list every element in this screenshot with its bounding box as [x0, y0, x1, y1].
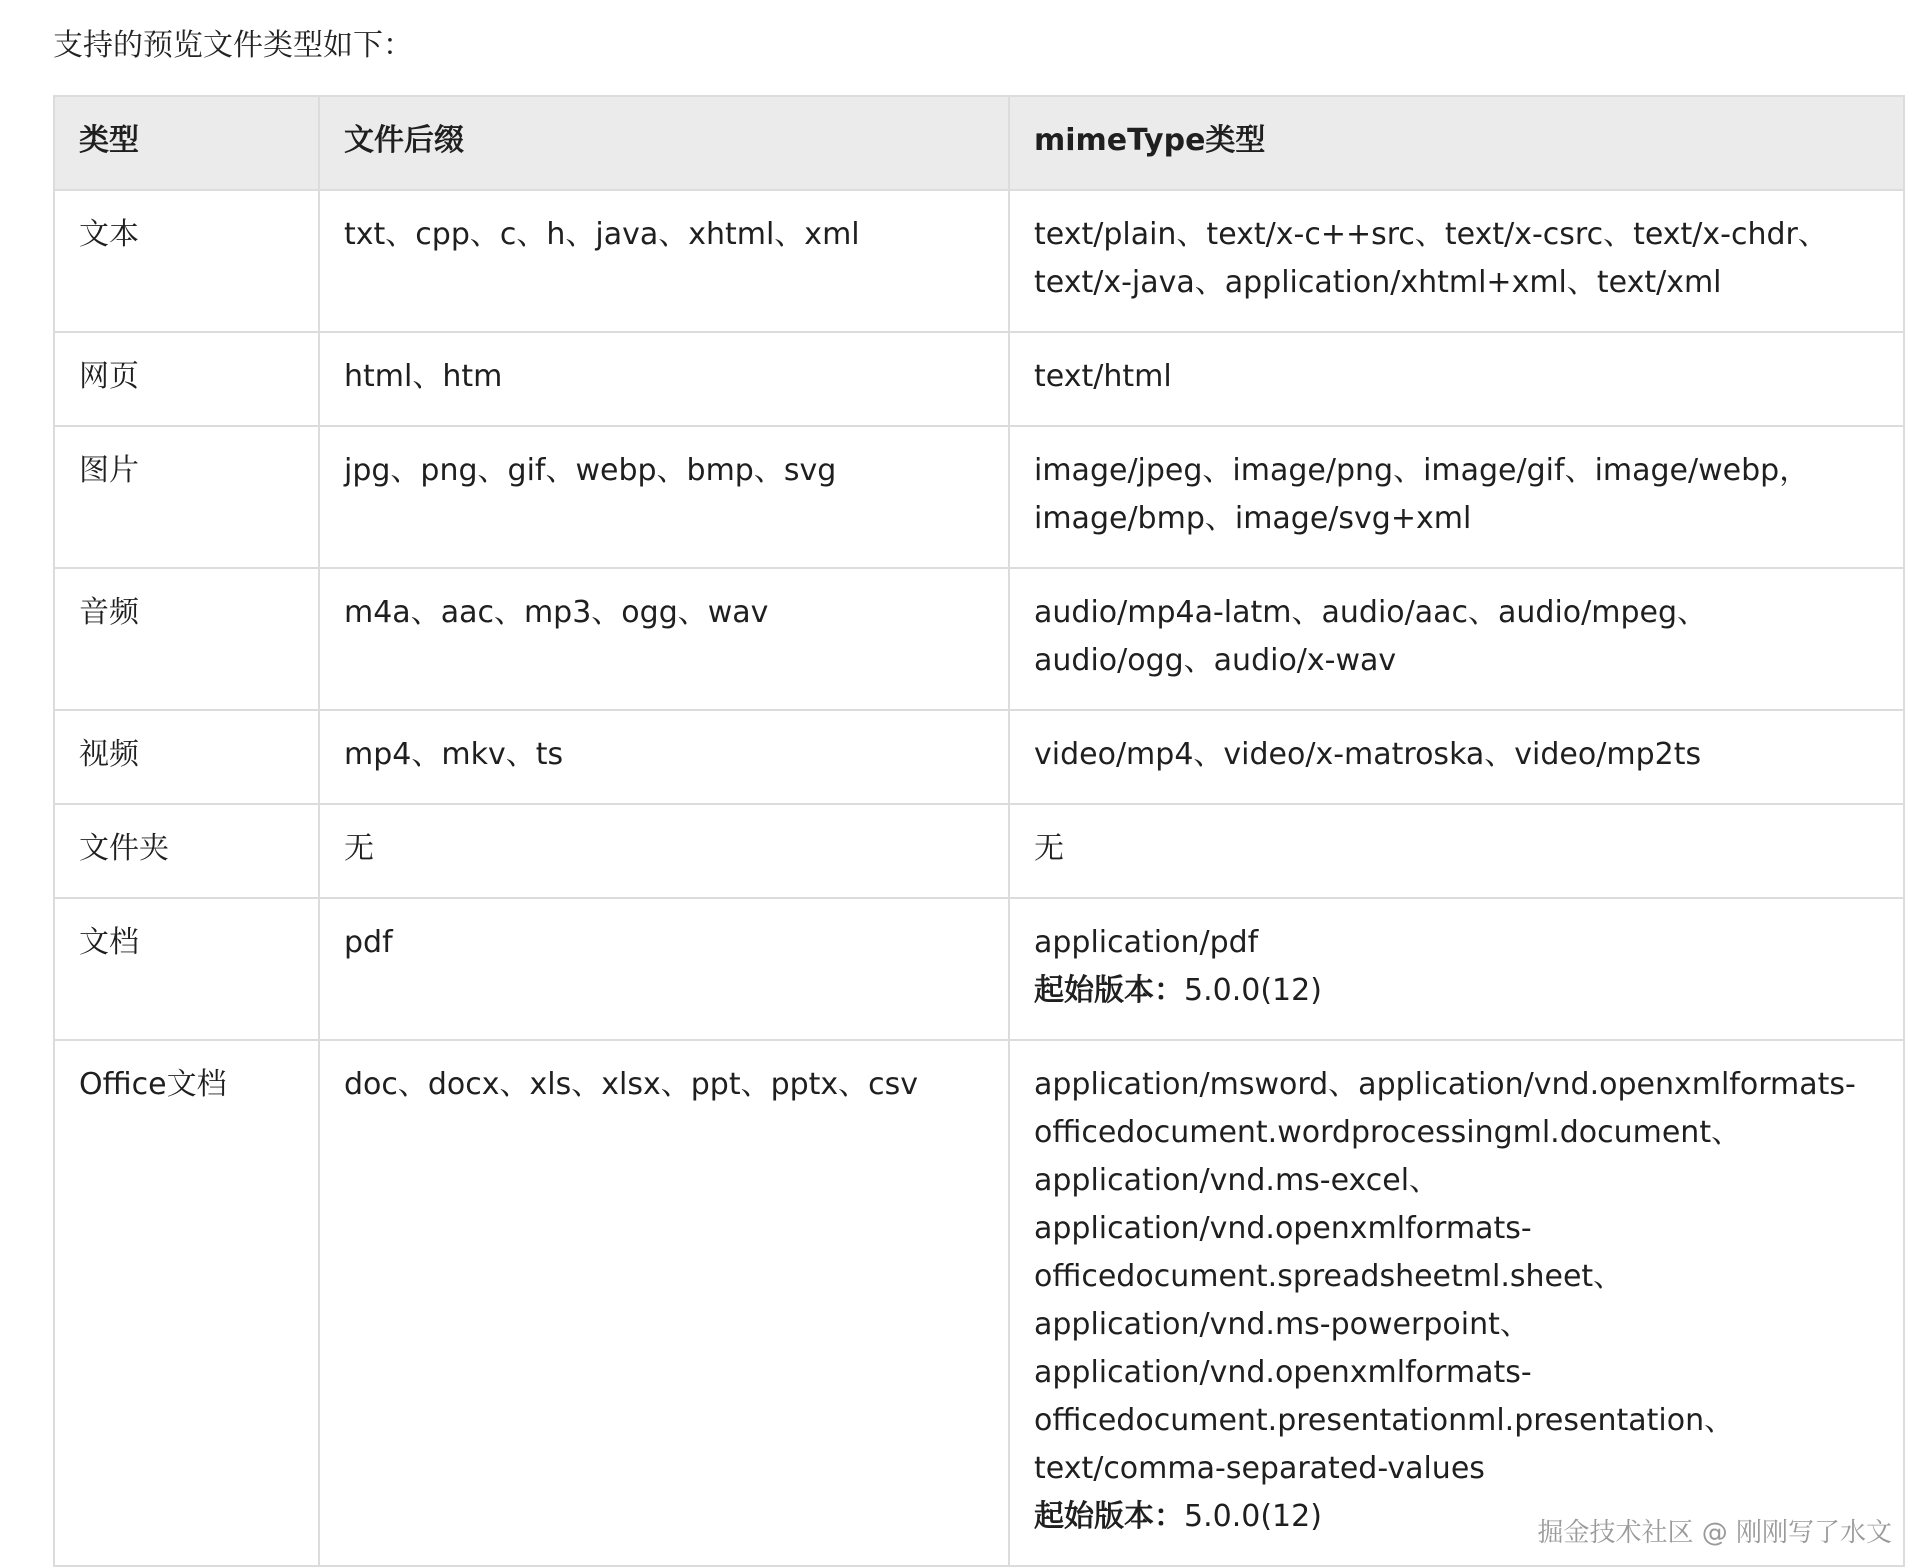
cell-type: 视频 — [54, 710, 319, 804]
table-row — [54, 804, 1904, 898]
cell-mime — [1009, 568, 1904, 710]
cell-mime — [1009, 332, 1904, 426]
cell-mime — [1009, 1040, 1904, 1566]
cell-mime — [1009, 804, 1904, 898]
cell-type: 网页 — [54, 332, 319, 426]
watermark: 掘金技术社区 @ 刚刚写了水文 — [1537, 1518, 1892, 1548]
mime-text: application/pdf — [1034, 925, 1259, 960]
cell-suffix: doc、docx、xls、xlsx、ppt、pptx、csv — [319, 1040, 1009, 1566]
cell-type: 文档 — [54, 898, 319, 1040]
table-row — [54, 332, 1904, 426]
cell-type: 音频 — [54, 568, 319, 710]
intro-text: 支持的预览文件类型如下： — [53, 28, 413, 63]
table-header-row — [54, 96, 1904, 190]
header-suffix: 文件后缀 — [319, 96, 1009, 190]
cell-suffix: pdf — [319, 898, 1009, 1040]
header-type: 类型 — [54, 96, 319, 190]
mime-text: audio/mp4a-latm、audio/aac、audio/mpeg、audio/ogg、audio/x-wav — [1034, 595, 1708, 678]
cell-mime — [1009, 710, 1904, 804]
cell-mime — [1009, 898, 1904, 1040]
cell-suffix: 无 — [319, 804, 1009, 898]
mime-text: video/mp4、video/x-matroska、video/mp2ts — [1034, 737, 1702, 772]
cell-mime — [1009, 190, 1904, 332]
file-types-table — [53, 95, 1905, 1567]
table-row — [54, 710, 1904, 804]
mime-text: text/plain、text/x-c++src、text/x-csrc、text/x-chdr、text/x-java、application/xhtml+xml、text/xml — [1034, 217, 1828, 300]
table-row — [54, 1040, 1904, 1566]
cell-type: 文本 — [54, 190, 319, 332]
mime-text: image/jpeg、image/png、image/gif、image/webp，image/bmp、image/svg+xml — [1034, 453, 1810, 536]
since-version-value: 5.0.0(12) — [1184, 1499, 1322, 1534]
since-version-label: 起始版本： — [1034, 1499, 1184, 1534]
cell-type: 图片 — [54, 426, 319, 568]
cell-suffix: txt、cpp、c、h、java、xhtml、xml — [319, 190, 1009, 332]
since-version-label: 起始版本： — [1034, 973, 1184, 1008]
cell-type: Office文档 — [54, 1040, 319, 1566]
table-row — [54, 898, 1904, 1040]
cell-type: 文件夹 — [54, 804, 319, 898]
mime-text: 无 — [1034, 831, 1064, 866]
header-mimetype: mimeType类型 — [1009, 96, 1904, 190]
cell-mime — [1009, 426, 1904, 568]
table-row — [54, 426, 1904, 568]
cell-suffix: html、htm — [319, 332, 1009, 426]
table-row — [54, 190, 1904, 332]
mime-text: application/msword、application/vnd.openxmlformats-officedocument.wordprocessingml.document、application/vnd.ms-excel、application/vnd.openxmlformats-officedocument.spreadsheetml.sheet、application/vnd.ms-powerpoint、application/vnd.openxmlformats-officedocument.presentationml.presentation、text/comma-separated-values — [1034, 1067, 1856, 1486]
mime-text: text/html — [1034, 359, 1172, 394]
cell-suffix: mp4、mkv、ts — [319, 710, 1009, 804]
cell-suffix: jpg、png、gif、webp、bmp、svg — [319, 426, 1009, 568]
cell-suffix: m4a、aac、mp3、ogg、wav — [319, 568, 1009, 710]
since-version — [1034, 967, 1879, 1015]
since-version-value: 5.0.0(12) — [1184, 973, 1322, 1008]
table-row — [54, 568, 1904, 710]
